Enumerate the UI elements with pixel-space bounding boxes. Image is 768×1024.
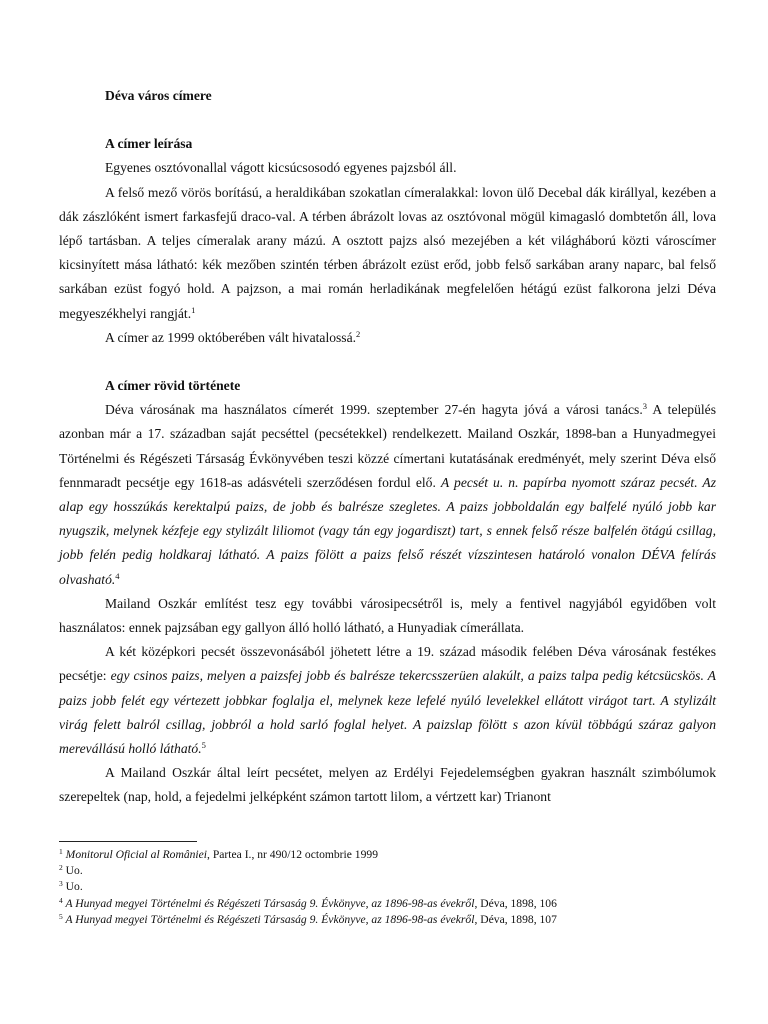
paragraph-text: Egyenes osztóvonallal vágott kicsúcsosodó egyenes pajzsból áll. <box>105 160 457 176</box>
paragraph-text: A település azonban már a 17. században saját pecséttel (pecsétekkel) rendelkezett. Mailand Oszkár, 1898-ban a Hunyadmegyei Történelmi és Régészeti Társaság Évkönyvében teszi közzé címertani kutatásának eredményét, mely szerint Déva első fennmaradt pecsétje egy 1618-as adásvételi szerződésen fordul elő. <box>59 402 716 490</box>
spacer <box>59 350 716 374</box>
paragraph-text: A felső mező vörös borítású, a heraldikában szokatlan címeralakkal: lovon ülő Decebal dák királlyal, kezében a dák zászlóként ismert farkasfejű draco-val. A térben ábrázolt lovas az osztóvonal mögül kimagasló dombtetőn áll, lova lépő tartásban. A teljes címeralak arany mázú. A osztott pajzs alsó mezejében a két világháború közti városcímer kicsinyített mása látható: kék mezőben szintén térben ábrázolt ezüst erőd, jobb felső sarkában arany naparc, bal felső sarkában ezüst fogyó hold. A pajzson, a mai román herladikának megfelelően hétágú ezüst falkorona jelzi Déva megyeszékhelyi rangját. <box>59 184 716 321</box>
footnote-3 <box>59 879 719 895</box>
section-heading-description: A címer leírása <box>105 136 193 152</box>
paragraph-text: Déva városának ma használatos címerét 1999. szeptember 27-én hagyta jóvá a városi tanács. <box>105 402 643 418</box>
footnote-number: 5 <box>59 911 63 921</box>
footnote-text: Uo. <box>62 880 83 894</box>
paragraph <box>59 640 716 761</box>
footnote-number: 2 <box>59 863 63 873</box>
paragraph-text: Mailand Oszkár említést tesz egy további városipecsétről is, mely a fentivel nagyjából egyidőben volt használatos: ennek pajzsában egy gallyon álló holló látható, a Hunyadiak címerállata. <box>59 595 716 636</box>
footnote-number: 4 <box>59 895 63 905</box>
paragraph <box>59 181 716 326</box>
footnote-text: Uo. <box>62 864 83 878</box>
footnote-ref[interactable]: 3 <box>642 401 647 412</box>
quoted-text: A pecsét u. n. papírba nyomott száraz pecsét. Az alap egy hosszúkás kerektalpú paizs, de jobb és balrésze szegletes. A paizs jobboldalán egy balfelé nyúló jobb kar nyugszik, melynek kézfeje egy stylizált liliomot (vagy tán egy jogardiszt) tart, s ennek felső része balfelén ötágú csillag, jobb felén pedig holdkaraj látható. A paizs fölött a paizs felső részét vízszintesen határoló vonalon DÉVA felírás olvasható. <box>59 474 716 587</box>
section-heading-history: A címer rövid története <box>105 378 241 394</box>
footnotes <box>59 841 719 928</box>
footnote-ref[interactable]: 5 <box>201 740 206 751</box>
footnote-divider <box>59 841 197 842</box>
paragraph-text: A címer az 1999 októberében vált hivatalossá. <box>105 329 357 345</box>
paragraph <box>59 398 716 592</box>
footnote-ref[interactable]: 1 <box>191 304 196 315</box>
footnote-text: , Partea I., nr 490/12 octombrie 1999 <box>207 848 378 861</box>
paragraph <box>59 326 716 350</box>
footnote-title: Monitorul Oficial al României <box>65 848 208 861</box>
footnote-ref[interactable]: 4 <box>115 570 120 581</box>
footnote-4 <box>59 896 719 912</box>
paragraph <box>59 592 716 640</box>
paragraph-text: A két középkori pecsét összevonásából jöhetett létre a 19. század második felében Déva városának festékes pecsétje: <box>59 644 716 684</box>
paragraph <box>59 761 716 809</box>
footnote-text: , Déva, 1898, 106 <box>474 896 557 910</box>
footnote-title: A Hunyad megyei Történelmi és Régészeti Társaság 9. Évkönyve, az 1896-98-as évekről <box>62 896 475 910</box>
spacer <box>59 108 716 132</box>
footnote-text: , Déva, 1898, 107 <box>474 912 557 926</box>
footnote-title: A Hunyad megyei Történelmi és Régészeti Társaság 9. Évkönyve, az 1896-98-as évekről <box>62 912 475 926</box>
paragraph-text: A Mailand Oszkár által leírt pecsétet, melyen az Erdélyi Fejedelemségben gyakran használt szimbólumok szerepeltek (nap, hold, a fejedelmi jelképként számon tartott lilom, a vértzett kar) Trianont <box>59 765 716 805</box>
footnote-2 <box>59 863 719 879</box>
footnote-number: 3 <box>59 879 63 889</box>
footnote-1 <box>59 847 719 863</box>
document-title: Déva város címere <box>105 88 212 103</box>
footnote-5 <box>59 912 719 928</box>
paragraph <box>59 156 716 180</box>
footnote-number: 1 <box>59 847 63 856</box>
footnote-ref[interactable]: 2 <box>356 328 361 339</box>
document-body <box>59 84 716 810</box>
quoted-text: egy csinos paizs, melyen a paizsfej jobb és balrésze tekercsszerüen alakúlt, a paizs talpa pedig kétcsücskös. A paizs jobb felét egy vértezett jobbkar foglalja el, melynek keze lefelé nyúló levelekkel ellátott virágot tart. A stylizált virág felett balról csillag, jobbról a hold sarló foglal helyet. A paizslap fölött s azon kívül többágú száraz galyon merevállású holló látható. <box>59 668 716 757</box>
